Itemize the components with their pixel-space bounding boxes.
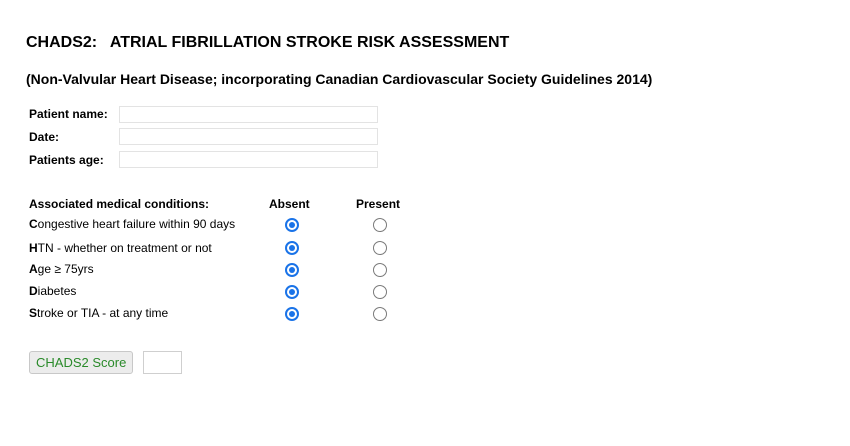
date-input[interactable] <box>119 128 378 145</box>
condition-initial: H <box>29 241 38 255</box>
age-present-radio[interactable] <box>373 263 387 277</box>
page-title: CHADS2: ATRIAL FIBRILLATION STROKE RISK ASSESSMENT <box>26 34 510 51</box>
patient-name-input[interactable] <box>119 106 378 123</box>
chads2-score-button[interactable]: CHADS2 Score <box>29 351 133 374</box>
htn-absent-radio[interactable] <box>285 241 299 255</box>
present-column-header: Present <box>356 197 401 211</box>
chf-present-radio[interactable] <box>373 218 387 232</box>
stroke-present-radio[interactable] <box>373 307 387 321</box>
chf-absent-radio[interactable] <box>285 218 299 232</box>
patient-name-label: Patient name: <box>29 107 108 121</box>
conditions-header: Associated medical conditions: <box>29 197 210 211</box>
age-absent-radio[interactable] <box>285 263 299 277</box>
condition-text: TN - whether on treatment or not <box>37 241 212 255</box>
page-subtitle: (Non-Valvular Heart Disease; incorporating Canadian Cardiovascular Society Guidelines 2014) <box>26 71 653 87</box>
patient-age-input[interactable] <box>119 151 378 168</box>
condition-initial: C <box>29 217 38 231</box>
diabetes-present-radio[interactable] <box>373 285 387 299</box>
condition-text: ongestive heart failure within 90 days <box>37 217 236 231</box>
stroke-absent-radio[interactable] <box>285 307 299 321</box>
condition-text: troke or TIA - at any time <box>37 306 169 320</box>
patient-age-label: Patients age: <box>29 153 104 167</box>
condition-initial: S <box>29 306 38 320</box>
condition-text: iabetes <box>37 284 77 298</box>
condition-text: ge ≥ 75yrs <box>37 262 94 276</box>
htn-present-radio[interactable] <box>373 241 387 255</box>
condition-label-htn <box>29 241 212 255</box>
diabetes-absent-radio[interactable] <box>285 285 299 299</box>
date-label: Date: <box>29 130 60 144</box>
condition-label-chf <box>29 217 235 231</box>
condition-initial: D <box>29 284 38 298</box>
condition-initial: A <box>29 262 38 276</box>
condition-label-age <box>29 262 94 276</box>
condition-label-stroke <box>29 306 168 320</box>
condition-label-diabetes <box>29 284 76 298</box>
absent-column-header: Absent <box>269 197 310 211</box>
chads2-score-field[interactable] <box>143 351 182 374</box>
